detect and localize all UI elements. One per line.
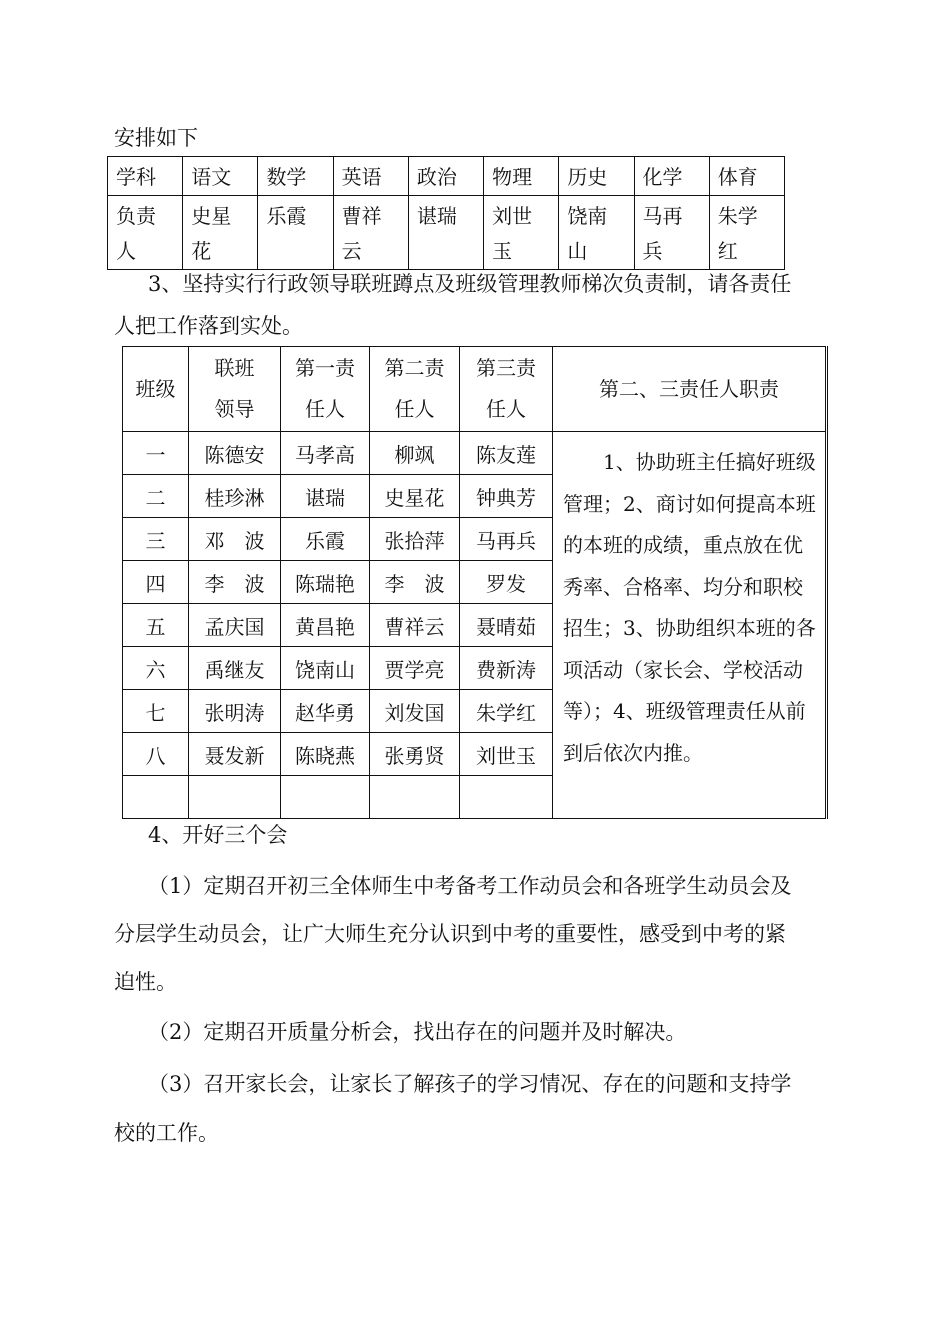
third-cell: 刘世玉 [460, 733, 553, 776]
item3-line1: 3、坚持实行行政领导联班蹲点及班级管理教师梯次负责制，请各责任 [148, 272, 792, 296]
p3-line2: 校的工作。 [114, 1121, 219, 1145]
subject-cell: 语文 [183, 157, 258, 196]
leader-cell: 孟庆国 [189, 604, 281, 647]
class-cell: 四 [123, 561, 189, 604]
owner-cell: 曹祥 云 [333, 196, 408, 270]
owner-row [108, 196, 785, 270]
subject-cell: 政治 [408, 157, 483, 196]
subject-header-label: 学科 [108, 157, 183, 196]
third-cell: 马再兵 [460, 518, 553, 561]
owner-header-label: 负责 人 [108, 196, 183, 270]
first-cell: 马孝高 [281, 432, 370, 475]
first-cell: 陈瑞艳 [281, 561, 370, 604]
third-cell: 聂晴茹 [460, 604, 553, 647]
item3-line2: 人把工作落到实处。 [114, 314, 303, 338]
second-cell: 张勇贤 [370, 733, 460, 776]
header-first: 第一责 任人 [281, 347, 370, 432]
class-cell: 六 [123, 647, 189, 690]
owner-cell: 马再 兵 [634, 196, 709, 270]
second-cell [370, 776, 460, 819]
leader-cell: 李 波 [189, 561, 281, 604]
third-cell: 陈友莲 [460, 432, 553, 475]
first-cell: 黄昌艳 [281, 604, 370, 647]
subject-row [108, 157, 785, 196]
owner-cell: 谌瑞 [408, 196, 483, 270]
second-cell: 李 波 [370, 561, 460, 604]
class-cell: 五 [123, 604, 189, 647]
subject-cell: 化学 [634, 157, 709, 196]
third-cell [460, 776, 553, 819]
third-cell: 罗发 [460, 561, 553, 604]
first-cell: 陈晓燕 [281, 733, 370, 776]
owner-cell: 乐霞 [258, 196, 333, 270]
second-cell: 曹祥云 [370, 604, 460, 647]
second-cell: 张拾萍 [370, 518, 460, 561]
leader-cell: 桂珍淋 [189, 475, 281, 518]
second-cell: 刘发国 [370, 690, 460, 733]
first-cell: 乐霞 [281, 518, 370, 561]
item4-title: 4、开好三个会 [148, 823, 288, 847]
class-cell: 八 [123, 733, 189, 776]
subject-cell: 物理 [484, 157, 559, 196]
leader-cell [189, 776, 281, 819]
owner-cell: 饶南 山 [559, 196, 634, 270]
subject-cell: 英语 [333, 157, 408, 196]
class-cell: 二 [123, 475, 189, 518]
leader-cell: 张明涛 [189, 690, 281, 733]
p2-text: （2）定期召开质量分析会，找出存在的问题并及时解决。 [148, 1020, 687, 1044]
third-cell: 钟典芳 [460, 475, 553, 518]
p1-line2: 分层学生动员会，让广大师生充分认识到中考的重要性，感受到中考的紧 [114, 922, 786, 946]
second-cell: 史星花 [370, 475, 460, 518]
class-table-header [123, 347, 827, 432]
owner-cell: 史星 花 [183, 196, 258, 270]
p1-line3: 迫性。 [114, 970, 177, 994]
subject-cell: 数学 [258, 157, 333, 196]
third-cell: 费新涛 [460, 647, 553, 690]
owner-cell: 刘世 玉 [484, 196, 559, 270]
leader-cell: 邓 波 [189, 518, 281, 561]
leader-cell: 聂发新 [189, 733, 281, 776]
subject-owner-table [107, 156, 785, 270]
header-duties: 第二、三责任人职责 [553, 347, 827, 432]
header-third: 第三责 任人 [460, 347, 553, 432]
p1-line1: （1）定期召开初三全体师生中考备考工作动员会和各班学生动员会及 [148, 874, 792, 898]
first-cell [281, 776, 370, 819]
class-cell: 七 [123, 690, 189, 733]
header-leader: 联班 领导 [189, 347, 281, 432]
owner-cell: 朱学 红 [709, 196, 784, 270]
header-class: 班级 [123, 347, 189, 432]
table-row [123, 432, 827, 475]
class-cell [123, 776, 189, 819]
first-cell: 饶南山 [281, 647, 370, 690]
subject-cell: 体育 [709, 157, 784, 196]
class-cell: 三 [123, 518, 189, 561]
first-cell: 谌瑞 [281, 475, 370, 518]
intro-text: 安排如下 [114, 126, 198, 150]
second-cell: 柳飒 [370, 432, 460, 475]
class-cell: 一 [123, 432, 189, 475]
leader-cell: 陈德安 [189, 432, 281, 475]
class-responsibility-table [122, 346, 828, 819]
second-cell: 贾学亮 [370, 647, 460, 690]
third-cell: 朱学红 [460, 690, 553, 733]
first-cell: 赵华勇 [281, 690, 370, 733]
leader-cell: 禹继友 [189, 647, 281, 690]
subject-cell: 历史 [559, 157, 634, 196]
header-second: 第二责 任人 [370, 347, 460, 432]
duties-text: 1、协助班主任搞好班级管理；2、商讨如何提高本班的本班的成绩，重点放在优秀率、合格率、均分和职校招生；3、协助组织本班的各项活动（家长会、学校活动等）；4、班级管理责任从前到后依次内推。 [553, 432, 827, 819]
p3-line1: （3）召开家长会，让家长了解孩子的学习情况、存在的问题和支持学 [148, 1072, 792, 1096]
